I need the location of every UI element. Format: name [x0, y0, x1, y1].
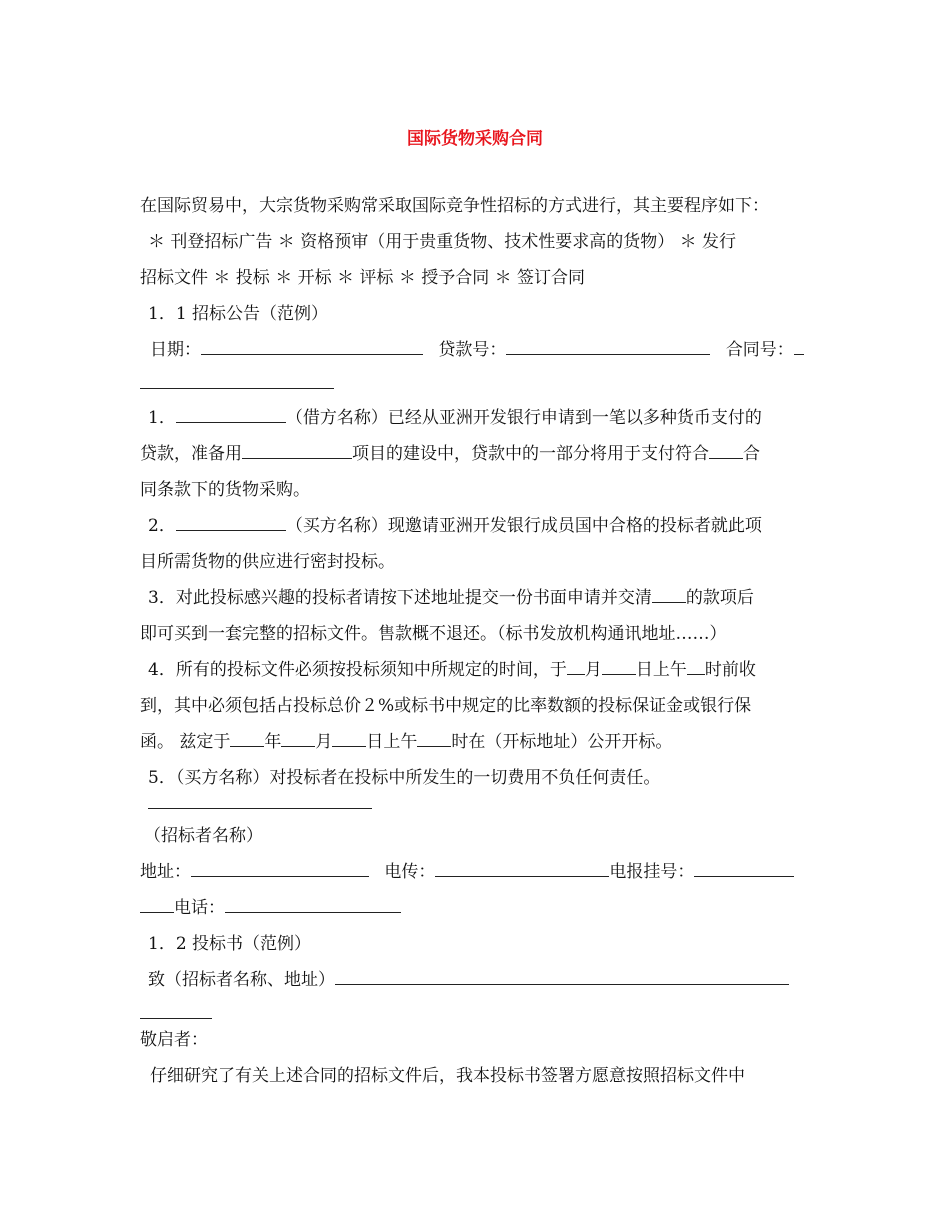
item-1-text-3: 项目的建设中，贷款中的一部分将用于支付符合 — [352, 444, 709, 464]
open-day-am-label: 日上午 — [366, 732, 418, 752]
contact-line-1 — [140, 860, 820, 884]
open-year-blank — [230, 730, 264, 747]
item-4-line-2: 到，其中必须包括占投标总价２%或标书中规定的比率数额的投标保证金或银行保 — [140, 696, 752, 716]
fax-label: 电传： — [384, 862, 436, 882]
closing-paragraph: 仔细研究了有关上述合同的招标文件后，我本投标书签署方愿意按照招标文件中 — [150, 1066, 745, 1086]
item-1-text-4: 合 — [743, 444, 760, 464]
document-title: 国际货物采购合同 — [407, 129, 543, 149]
item-4-text-2: 时前收 — [704, 660, 756, 680]
buyer-blank — [176, 514, 286, 531]
fee-blank — [652, 586, 686, 603]
item-4-text-3: 函。 兹定于 — [140, 732, 231, 752]
address-label: 地址： — [140, 862, 191, 882]
item-2-text: （买方名称）现邀请亚洲开发银行成员国中合格的投标者就此项 — [285, 516, 762, 536]
item-2-number: 2． — [148, 516, 176, 536]
item-1-text-2: 贷款，准备用 — [140, 444, 242, 464]
item-3-line-2: 即可买到一套完整的招标文件。售款概不退还。（标书发放机构通讯地址……） — [140, 624, 727, 644]
date-loan-contract-line — [150, 338, 830, 362]
loan-number-blank — [506, 338, 710, 355]
contact-line-2 — [140, 896, 820, 920]
hour-blank — [687, 658, 705, 675]
day-am-label: 日上午 — [635, 660, 687, 680]
date-blank — [201, 338, 423, 355]
intro-paragraph: 在国际贸易中，大宗货物采购常采取国际竞争性招标的方式进行，其主要程序如下： — [140, 196, 769, 216]
procedure-steps-line-1: ＊ 刊登招标广告 ＊ 资格预审（用于贵重货物、技术性要求高的货物） ＊ 发行 — [148, 232, 737, 252]
project-blank — [242, 442, 352, 459]
item-4-text-4: 时在（开标地址）公开开标。 — [451, 732, 673, 752]
item-4-text: 4．所有的投标文件必须按投标须知中所规定的时间，于 — [148, 660, 567, 680]
item-1-number: 1． — [148, 408, 176, 428]
item-1-line-2 — [140, 442, 820, 466]
addressee-line — [148, 968, 828, 992]
item-3-text: 3．对此投标感兴趣的投标者请按下述地址提交一份书面申请并交清 — [148, 588, 652, 608]
day-blank — [602, 658, 636, 675]
open-hour-blank — [417, 730, 451, 747]
open-month-blank — [281, 730, 315, 747]
item-1-line-1 — [148, 406, 828, 430]
cable-blank-continued — [140, 896, 174, 913]
address-blank — [191, 860, 369, 877]
contract-number-blank-continued — [140, 388, 334, 389]
loan-number-label: 贷款号： — [438, 340, 507, 360]
salutation: 敬启者： — [140, 1030, 208, 1050]
open-day-blank — [332, 730, 366, 747]
addressee-blank-continued — [140, 1018, 212, 1019]
contract-number-label: 合同号： — [725, 340, 794, 360]
item-2-line-2: 目所需货物的供应进行密封投标。 — [140, 552, 395, 572]
item-2-line-1 — [148, 514, 828, 538]
item-5: 5．（买方名称）对投标者在投标中所发生的一切费用不负任何责任。 — [148, 768, 661, 788]
tenderer-name-label: （招标者名称） — [144, 826, 263, 846]
year-label: 年 — [264, 732, 282, 752]
contract-number-blank — [794, 338, 804, 355]
item-4-line-3 — [140, 730, 820, 754]
item-1-line-3: 同条款下的货物采购。 — [140, 480, 310, 500]
phone-blank — [225, 896, 401, 913]
item-1-text: （借方名称）已经从亚洲开发银行申请到一笔以多种货币支付的 — [285, 408, 762, 428]
section-1-1-heading: 1．1 招标公告（范例） — [148, 304, 329, 324]
section-1-2-heading: 1．2 投标书（范例） — [148, 934, 312, 954]
month-label: 月 — [584, 660, 602, 680]
tenderer-signature-blank — [148, 808, 372, 809]
item-3-text-2: 的款项后 — [685, 588, 754, 608]
borrower-blank — [176, 406, 286, 423]
cable-blank — [694, 860, 794, 877]
date-label: 日期： — [150, 340, 201, 360]
open-month-label: 月 — [315, 732, 333, 752]
month-blank — [567, 658, 585, 675]
fax-blank — [435, 860, 609, 877]
procedure-steps-line-2: 招标文件 ＊ 投标 ＊ 开标 ＊ 评标 ＊ 授予合同 ＊ 签订合同 — [140, 268, 586, 288]
item-4-line-1 — [148, 658, 828, 682]
addressee-blank — [335, 968, 789, 985]
addressee-label: 致（招标者名称、地址） — [148, 970, 335, 990]
phone-label: 电话： — [174, 898, 225, 918]
contract-clause-blank — [709, 442, 743, 459]
cable-label: 电报挂号： — [609, 862, 695, 882]
item-3-line-1 — [148, 586, 828, 610]
